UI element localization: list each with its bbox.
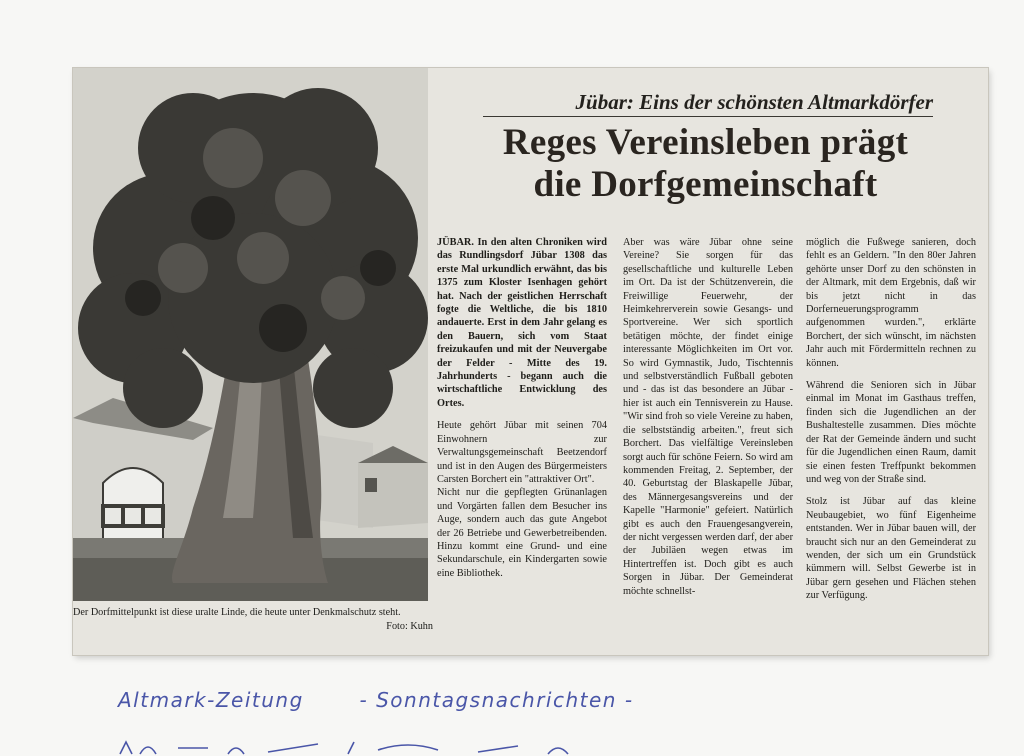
article-column-1 xyxy=(437,236,607,589)
handwritten-edition-name: - Sonntagsnachrichten - xyxy=(359,688,634,712)
column-3-paragraph-1: möglich die Fußwege sanieren, doch fehlt es an Geldern. "In den 80er Jahren gehörte unser Dorf zu den schönsten in der Altmark, mit dem Ergebnis, daß wir bis jetzt nicht in das Dorferneuerungsprogramm aufgenommen wurden.", erklärte Borchert, der sich wünscht, im nächsten Jahr auch mit Fördermitteln rechnen zu können. xyxy=(806,237,976,369)
photo-credit: Foto: Kuhn xyxy=(386,621,433,632)
photo-caption-text: Der Dorfmittelpunkt ist diese uralte Linde, die heute unter Denkmalschutz steht. xyxy=(73,607,401,618)
article-column-3 xyxy=(806,236,976,612)
article-kicker: Jübar: Eins der schönsten Altmarkdörfer xyxy=(483,90,933,117)
handwritten-newspaper-name: Altmark-Zeitung xyxy=(118,688,304,712)
column-3-paragraph-2: Während die Senioren sich in Jübar einmal im Monat im Gasthaus treffen, finden sich die Jugendlichen an der Bushaltestelle zusammen. Dies möchte der Rat der Gemeinde ändern und sucht für die Jugendlichen einen Raum, damit sie einen festen Treffpunkt bekommen und weg von der Straße sind. xyxy=(806,380,976,485)
handwritten-date-line-cropped xyxy=(118,738,638,756)
column-3-paragraph-3: Stolz ist Jübar auf das kleine Neubaugebiet, wo fünf Eigenheime entstanden. Wer in Jübar bauen will, der braucht sich nur an den Gemeinderat zu wenden, der sich um ein Grundstück kümmern will. Selbst Gewerbe ist in Jübar gern gesehen und Flächen stehen zur Verfügung. xyxy=(806,496,976,602)
column-1-paragraph-2: Heute gehört Jübar mit seinen 704 Einwohnern zur Verwaltungsgemeinschaft Beetzendorf und ist in den Augen des Bürgermeisters Carsten Borchert ein "attraktiver Ort". xyxy=(437,420,607,485)
headline-line-1: Reges Vereinsleben prägt xyxy=(502,122,909,163)
column-1-paragraph-3: Nicht nur die gepflegten Grünanlagen und Vorgärten fallen dem Besucher ins Auge, sondern auch das gute Angebot der 26 Betriebe und Gewerbetreibenden. Hinzu kommt eine Grund- und eine Sekundarschule, ein Kindergarten sowie eine Bibliothek. xyxy=(437,487,607,579)
linden-tree-photo xyxy=(73,68,428,601)
handwritten-source-note xyxy=(118,688,634,712)
column-2-paragraph-1: Aber was wäre Jübar ohne seine Vereine? Sie sorgen für das gesellschaftliche und kulturelle Leben im Ort. Da ist der Schützenverein, die Freiwillige Feuerwehr, der Heimkehrerverein sowie Gesangs- und Sportvereine. Wer sich sportlich betätigen möchte, der findet einige interessante Möglichkeiten im Ort vor. So wird Gymnastik, Judo, Tischtennis und selbstverständlich Fußball geboten und - das ist das besondere an Jübar - hier ist auch ein Tennisverein zu Hause. "Wir sind froh so viele Vereine zu haben, die selbstständig arbeiten.", freut sich Borchert. Das vielfältige Vereinsleben sorgt auch für schöne Feiern. So wird am kommenden Freitag, 2. September, der 40. Geburtstag der Blaskapelle Jübar, des Männergesangsvereins und der Kapelle "Harmonie" gefeiert. Natürlich gibt es auch den Frauengesangverein, der nicht vergessen werden darf, der aber der Jubiläen wegen etwas im Hintertreffen ist. Doch gibt es auch Sorgen in Jübar. Der Gemeinderat möchte schnellst- xyxy=(623,237,793,597)
article-headline xyxy=(433,122,978,206)
column-1-paragraph-1: JÜBAR. In den alten Chroniken wird das Rundlingsdorf Jübar 1308 das erste Mal urkundlich erwähnt, das bis 1375 zum Kloster Isenhagen gehört hat. Nach der geistlichen Herrschaft fogte die Weltliche, die bis 1810 andauerte. Erst in dem Jahr gelang es den Bauern, sich vom Staat freizukaufen und mit der Neuvergabe der Felder - Mitte des 19. Jahrhunderts - begann auch die wirtschaftliche Entwicklung des Ortes. xyxy=(437,237,607,409)
headline-line-2: die Dorfgemeinschaft xyxy=(533,164,878,205)
newspaper-clipping xyxy=(73,68,988,655)
photo-caption xyxy=(73,606,433,634)
article-column-2 xyxy=(623,236,793,607)
